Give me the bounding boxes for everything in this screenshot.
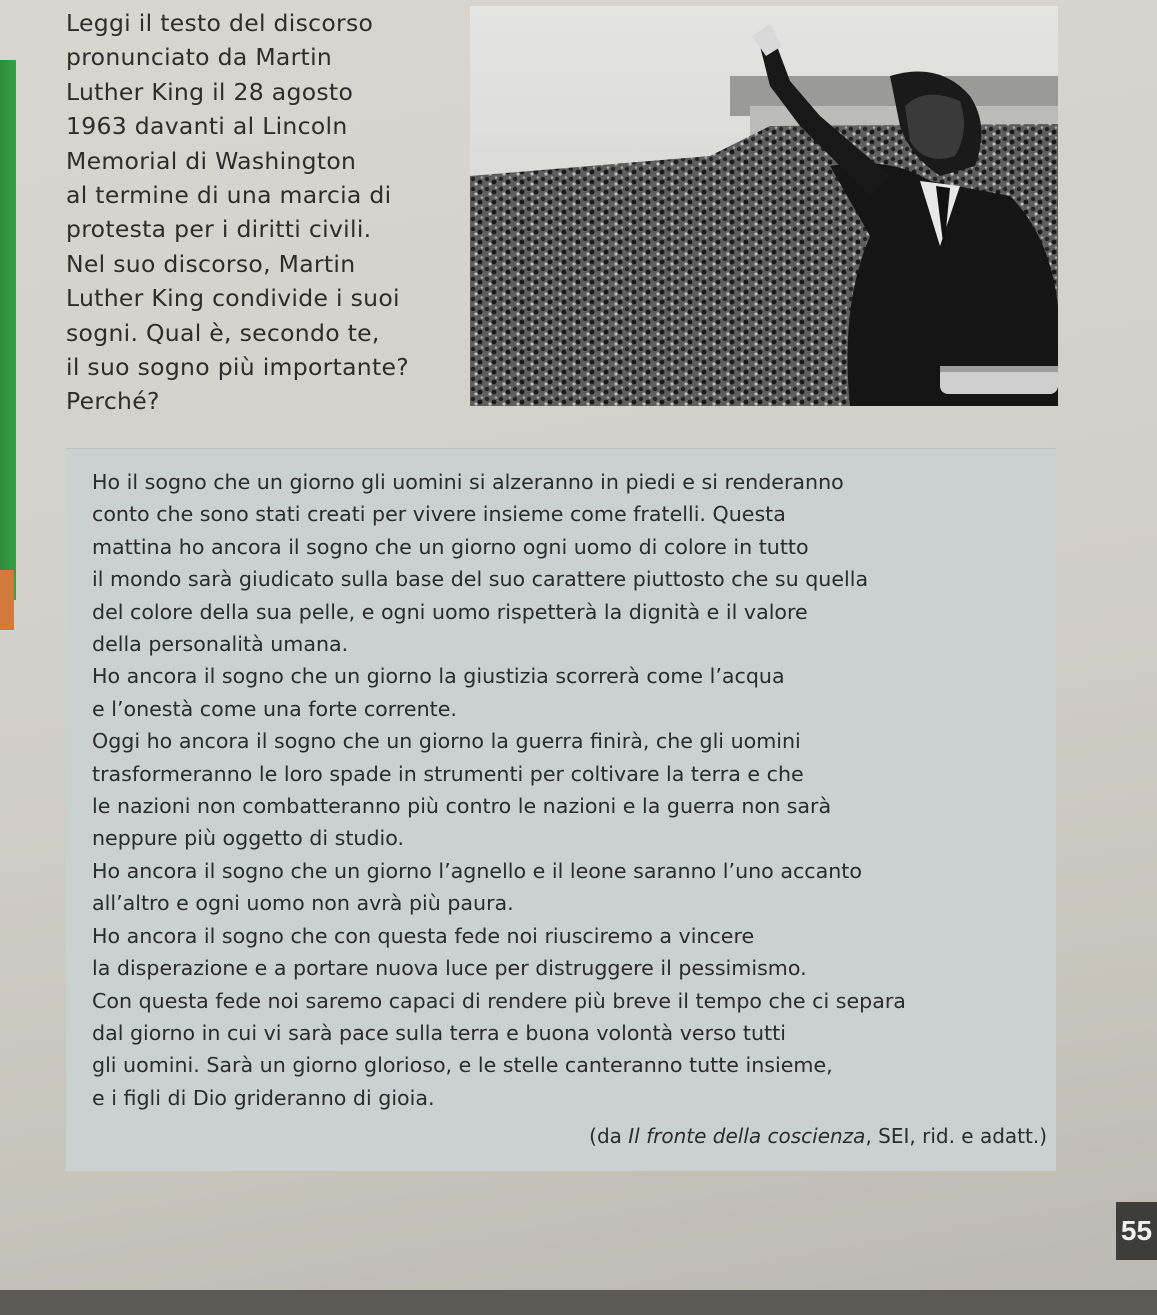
- speech-line: Oggi ho ancora il sogno che un giorno la guerra finirà, che gli uomini: [92, 729, 801, 754]
- speech-line: mattina ho ancora il sogno che un giorno ogni uomo di colore in tutto: [92, 534, 809, 559]
- speech-line: dal giorno in cui vi sarà pace sulla terra e buona volontà verso tutti: [92, 1020, 786, 1045]
- intro-line: protesta per i diritti civili.: [66, 215, 372, 244]
- intro-line: Nel suo discorso, Martin: [66, 249, 356, 278]
- source-citation: [589, 1124, 1047, 1148]
- intro-line: Luther King il 28 agosto: [66, 77, 354, 106]
- speech-line: Ho ancora il sogno che un giorno l’agnello e il leone saranno l’uno accanto: [92, 858, 862, 883]
- speech-line: gli uomini. Sarà un giorno glorioso, e le stelle canteranno tutte insieme,: [92, 1053, 833, 1078]
- speech-line: all’altro e ogni uomo non avrà più paura.: [92, 891, 514, 916]
- intro-line: Leggi il testo del discorso: [66, 9, 374, 37]
- speech-line: il mondo sarà giudicato sulla base del suo carattere piuttosto che su quella: [92, 567, 869, 592]
- speech-line: Ho ancora il sogno che un giorno la giustizia scorrerà come l’acqua: [92, 664, 785, 689]
- speech-line: e l’onestà come una forte corrente.: [92, 696, 457, 721]
- orange-margin-strip: [0, 570, 14, 630]
- green-margin-strip: [0, 60, 16, 600]
- speech-line: Ho ancora il sogno che con questa fede noi riusciremo a vincere: [92, 923, 755, 948]
- intro-line: il suo sogno più importante?: [66, 353, 410, 382]
- speech-text: [92, 466, 1052, 1114]
- speech-line: del colore della sua pelle, e ogni uomo rispetterà la dignità e il valore: [92, 599, 808, 624]
- page-number: 55: [1116, 1202, 1157, 1260]
- speech-line: neppure più oggetto di studio.: [92, 826, 405, 851]
- source-prefix: (da: [589, 1124, 629, 1148]
- intro-prompt: [66, 6, 466, 419]
- intro-line: Perché?: [66, 387, 160, 416]
- speech-line: conto che sono stati creati per vivere insieme come fratelli. Questa: [92, 502, 786, 527]
- intro-line: 1963 davanti al Lincoln: [66, 112, 348, 141]
- intro-line: Luther King condivide i suoi: [66, 284, 400, 313]
- mlk-speech-photo: [470, 6, 1058, 406]
- intro-line: al termine di una marcia di: [66, 181, 392, 210]
- source-title: Il fronte della coscienza: [628, 1124, 866, 1148]
- speech-line: la disperazione e a portare nuova luce per distruggere il pessimismo.: [92, 956, 807, 981]
- speech-line: e i figli di Dio grideranno di gioia.: [92, 1085, 435, 1110]
- speech-line: della personalità umana.: [92, 632, 349, 657]
- source-suffix: , SEI, rid. e adatt.): [865, 1124, 1047, 1148]
- intro-line: pronunciato da Martin: [66, 43, 333, 72]
- speech-line: trasformeranno le loro spade in strumenti per coltivare la terra e che: [92, 761, 804, 786]
- speech-line: Con questa fede noi saremo capaci di rendere più breve il tempo che ci separa: [92, 988, 906, 1013]
- intro-line: sogni. Qual è, secondo te,: [66, 318, 380, 347]
- intro-line: Memorial di Washington: [66, 146, 357, 175]
- speech-line: Ho il sogno che un giorno gli uomini si alzeranno in piedi e si renderanno: [92, 470, 844, 494]
- speech-line: le nazioni non combatteranno più contro le nazioni e la guerra non sarà: [92, 794, 832, 819]
